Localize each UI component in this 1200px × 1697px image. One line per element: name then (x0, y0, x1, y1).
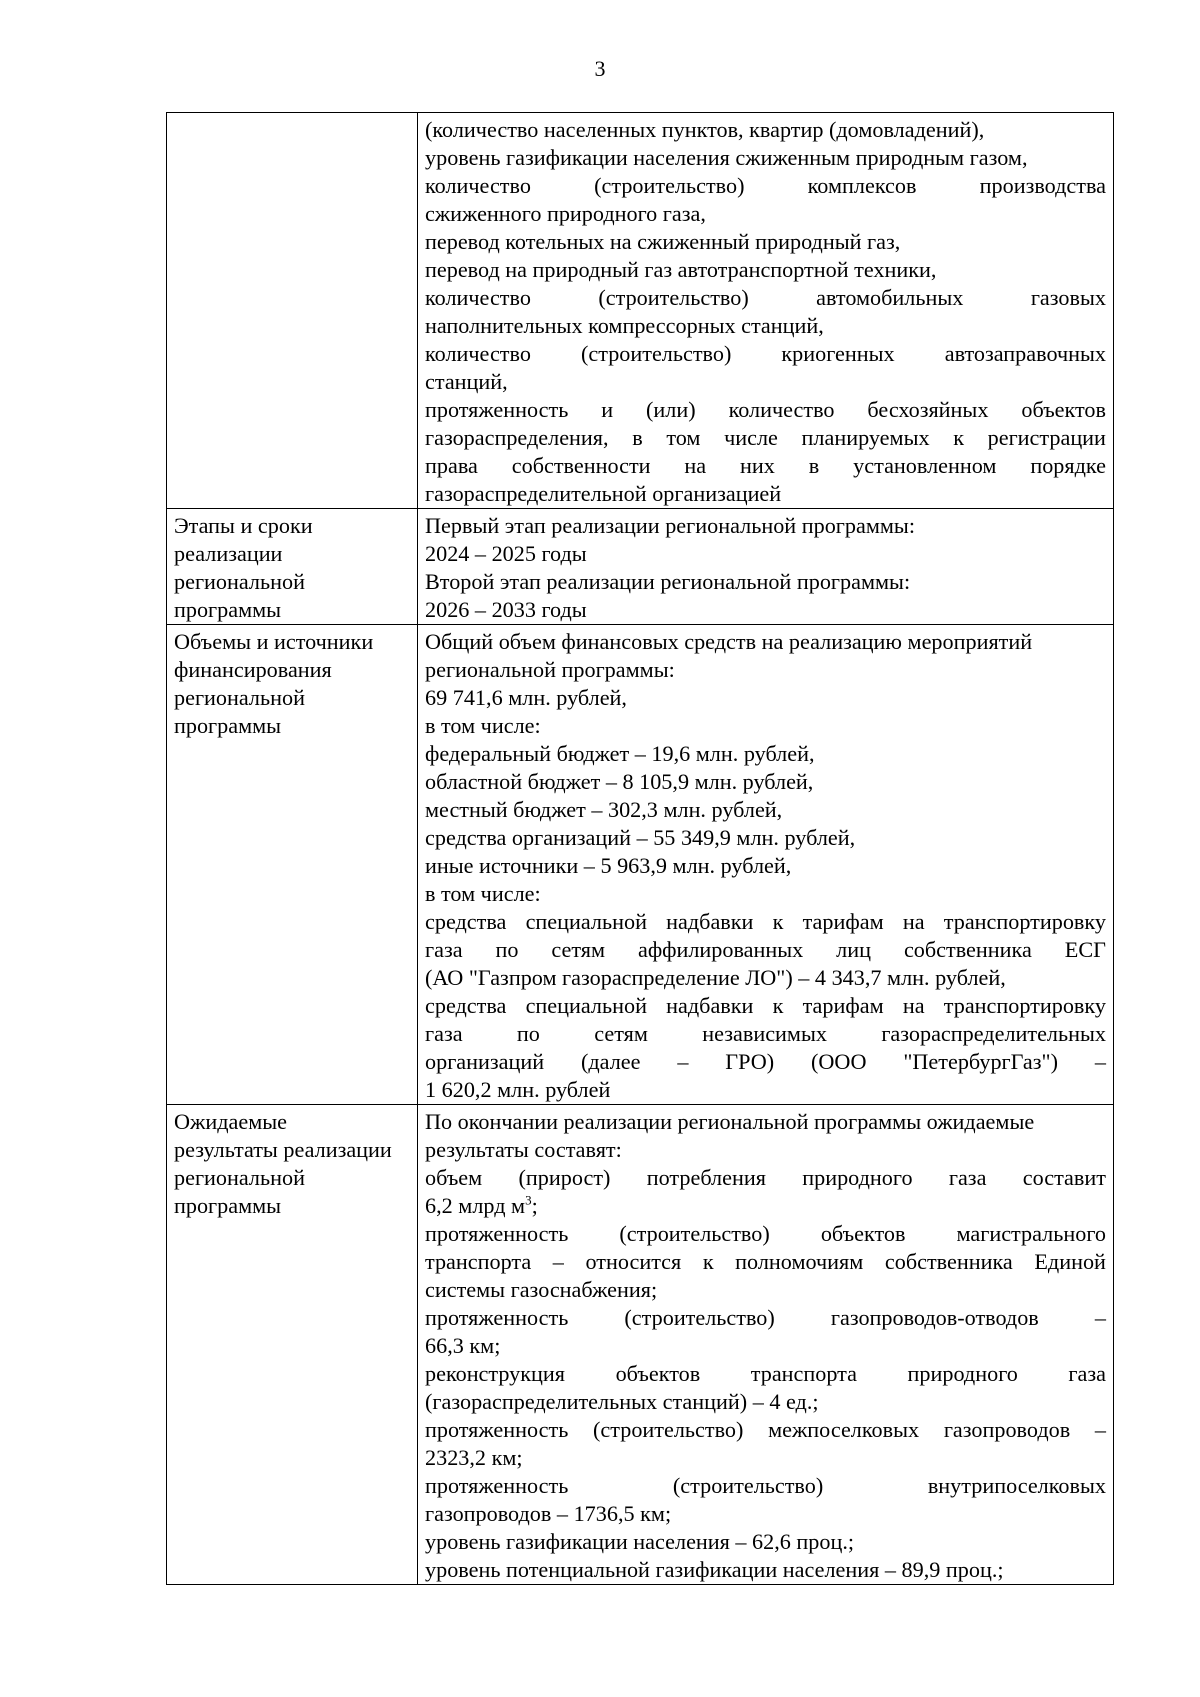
value-line-text: (газораспределительных станций) – 4 ед.; (425, 1389, 819, 1414)
value-line-text: газораспределительной организацией (425, 481, 782, 506)
row-label-cell (167, 1105, 418, 1585)
value-line (425, 200, 1106, 228)
row-label-line: реализации (174, 541, 283, 566)
row-label-cell (167, 625, 418, 1105)
value-line: протяженность (строительство) газопроводов-отводов – (425, 1305, 1106, 1330)
value-line (425, 512, 1106, 540)
table-row (167, 625, 1114, 1105)
value-line: количество (строительство) криогенных автозаправочных (425, 341, 1106, 366)
table-row (167, 509, 1114, 625)
value-line-text: перевод на природный газ автотранспортной техники, (425, 257, 937, 282)
value-line (425, 116, 1106, 144)
value-line (425, 312, 1106, 340)
value-line (425, 1276, 1106, 1304)
row-value-cell (418, 1105, 1114, 1585)
table-row (167, 1105, 1114, 1585)
value-line-text: 2026 – 2033 годы (425, 597, 587, 622)
row-label-line: программы (174, 1193, 282, 1218)
value-line (425, 1192, 1106, 1220)
value-line (425, 540, 1106, 568)
value-line (425, 796, 1106, 824)
value-line (425, 1444, 1106, 1472)
value-line: газораспределения, в том числе планируемых к регистрации (425, 425, 1106, 450)
value-line (425, 964, 1106, 992)
value-line-text: федеральный бюджет – 19,6 млн. рублей, (425, 741, 815, 766)
value-line (425, 368, 1106, 396)
row-label-line: программы (174, 597, 282, 622)
row-label-cell (167, 509, 418, 625)
value-line-text: уровень потенциальной газификации населения – 89,9 проц.; (425, 1557, 1004, 1582)
row-value-cell (418, 113, 1114, 509)
value-line (425, 256, 1106, 284)
value-line: права собственности на них в установленном порядке (425, 453, 1106, 478)
row-value-cell (418, 509, 1114, 625)
value-line: газа по сетям независимых газораспределительных (425, 1021, 1106, 1046)
value-line: количество (строительство) автомобильных газовых (425, 285, 1106, 310)
value-line-text: газопроводов – 1736,5 км; (425, 1501, 672, 1526)
superscript: 3 (525, 1192, 532, 1208)
value-line-text: результаты составят: (425, 1137, 622, 1162)
value-line-text: наполнительных компрессорных станций, (425, 313, 824, 338)
row-label-line: региональной (174, 685, 305, 710)
row-label-line: Объемы и источники (174, 629, 374, 654)
value-line (425, 1136, 1106, 1164)
value-line-text: системы газоснабжения; (425, 1277, 658, 1302)
row-label-line: Ожидаемые (174, 1109, 288, 1134)
value-line-text: 1 620,2 млн. рублей (425, 1077, 611, 1102)
row-label-line: региональной (174, 569, 305, 594)
value-line-text: Общий объем финансовых средств на реализацию мероприятий (425, 629, 1033, 654)
value-line-text: уровень газификации населения сжиженным природным газом, (425, 145, 1028, 170)
value-line (425, 144, 1106, 172)
table-row (167, 113, 1114, 509)
value-line (425, 824, 1106, 852)
value-line-text: перевод котельных на сжиженный природный газ, (425, 229, 901, 254)
value-line (425, 568, 1106, 596)
value-line (425, 596, 1106, 624)
value-line (425, 1076, 1106, 1104)
value-line-text: региональной программы: (425, 657, 675, 682)
row-label-line: программы (174, 713, 282, 738)
value-line-suffix: ; (531, 1193, 538, 1218)
value-line-text: (АО "Газпром газораспределение ЛО") – 4 343,7 млн. рублей, (425, 965, 1006, 990)
value-line-text: 6,2 млрд м (425, 1193, 526, 1218)
value-line-text: средства организаций – 55 349,9 млн. рублей, (425, 825, 856, 850)
value-line (425, 852, 1106, 880)
value-line-text: Второй этап реализации региональной программы: (425, 569, 911, 594)
page-number: 3 (594, 56, 606, 81)
value-line: протяженность (строительство) межпоселковых газопроводов – (425, 1417, 1106, 1442)
row-label-line: Этапы и сроки (174, 513, 313, 538)
value-line: средства специальной надбавки к тарифам на транспортировку (425, 909, 1106, 934)
value-line-text: станций, (425, 369, 508, 394)
value-line (425, 480, 1106, 508)
row-label-line: региональной (174, 1165, 305, 1190)
value-line: протяженность и (или) количество бесхозяйных объектов (425, 397, 1106, 422)
value-line-text: 69 741,6 млн. рублей, (425, 685, 627, 710)
value-line (425, 1500, 1106, 1528)
value-line: протяженность (строительство) объектов магистрального (425, 1221, 1106, 1246)
value-line: организаций (далее – ГРО) (ООО "ПетербургГаз") – (425, 1049, 1106, 1074)
value-line (425, 1528, 1106, 1556)
value-line (425, 768, 1106, 796)
value-line: газа по сетям аффилированных лиц собственника ЕСГ (425, 937, 1106, 962)
value-line-text: 2024 – 2025 годы (425, 541, 587, 566)
value-line (425, 1108, 1106, 1136)
value-line (425, 1388, 1106, 1416)
value-line-text: 2323,2 км; (425, 1445, 523, 1470)
value-line: средства специальной надбавки к тарифам на транспортировку (425, 993, 1106, 1018)
value-line-text: иные источники – 5 963,9 млн. рублей, (425, 853, 792, 878)
value-line (425, 684, 1106, 712)
value-line-text: Первый этап реализации региональной программы: (425, 513, 915, 538)
value-line (425, 628, 1106, 656)
value-line-text: уровень газификации населения – 62,6 проц.; (425, 1529, 855, 1554)
row-label-line: результаты реализации (174, 1137, 392, 1162)
value-line-text: в том числе: (425, 713, 541, 738)
value-line (425, 712, 1106, 740)
value-line-text: сжиженного природного газа, (425, 201, 706, 226)
value-line-text: областной бюджет – 8 105,9 млн. рублей, (425, 769, 814, 794)
value-line (425, 656, 1106, 684)
row-value-cell (418, 625, 1114, 1105)
value-line: реконструкция объектов транспорта природного газа (425, 1361, 1106, 1386)
row-label-line: финансирования (174, 657, 332, 682)
value-line (425, 228, 1106, 256)
value-line-text: 66,3 км; (425, 1333, 501, 1358)
value-line: протяженность (строительство) внутрипоселковых (425, 1473, 1106, 1498)
value-line (425, 1332, 1106, 1360)
value-line (425, 880, 1106, 908)
value-line-text: По окончании реализации региональной программы ожидаемые (425, 1109, 1035, 1134)
value-line (425, 740, 1106, 768)
row-label-cell (167, 113, 418, 509)
value-line-text: в том числе: (425, 881, 541, 906)
value-line: транспорта – относится к полномочиям собственника Единой (425, 1249, 1106, 1274)
program-passport-table (166, 112, 1114, 1585)
value-line: количество (строительство) комплексов производства (425, 173, 1106, 198)
value-line (425, 1556, 1106, 1584)
value-line: объем (прирост) потребления природного газа составит (425, 1165, 1106, 1190)
value-line-text: (количество населенных пунктов, квартир (домовладений), (425, 117, 985, 142)
value-line-text: местный бюджет – 302,3 млн. рублей, (425, 797, 783, 822)
